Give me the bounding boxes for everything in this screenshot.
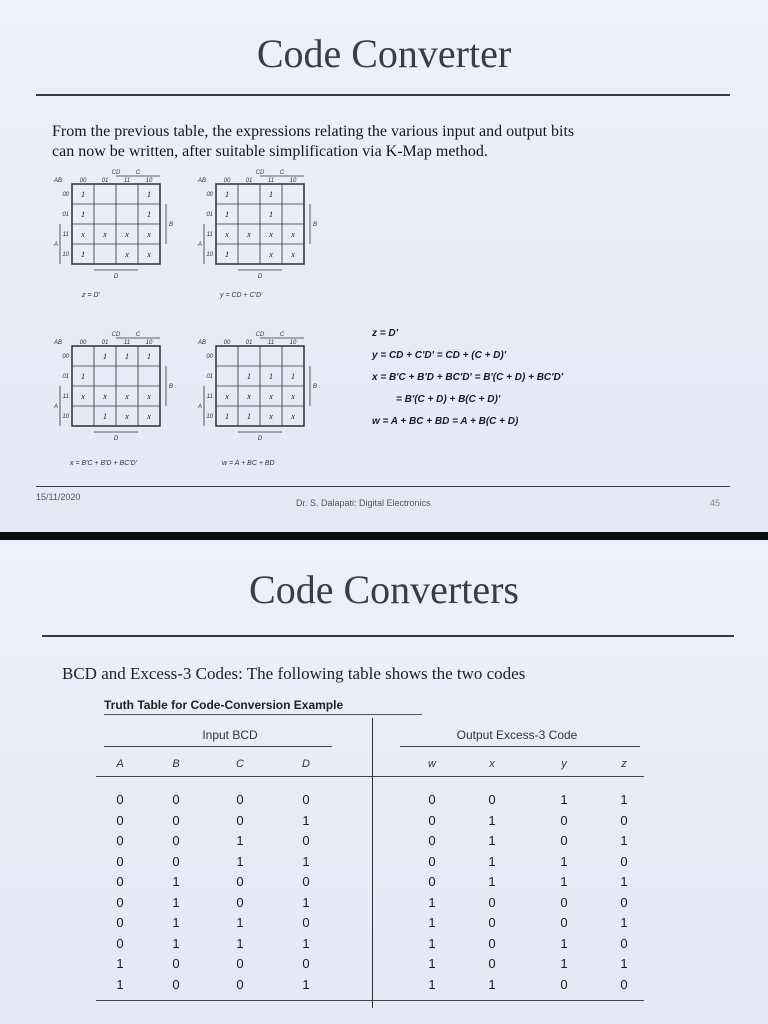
table-cell: 0 [428,792,436,807]
kmap-col-label: 10 [289,178,297,184]
table-cell: 1 [488,833,496,848]
kmap-var-c: C [135,170,141,176]
table-cell: 0 [116,935,124,951]
table-cell: 0 [488,792,496,807]
table-cell: 0 [488,894,496,910]
kmap-row-label: 01 [62,212,69,218]
kmap-var-a: A [198,242,203,248]
group-input-rule [104,746,332,747]
table-cell: 0 [620,894,628,910]
equation-x-cont: = B'(C + D) + B(C + D)' [396,394,501,405]
kmap-row-label: 10 [206,414,213,420]
kmap-cell: x [103,230,107,239]
kmap-cell: 1 [103,352,107,361]
table-title-underline [104,714,422,715]
intro-line2: can now be written, after suitable simplification via K-Map method. [52,143,488,160]
kmap-var-a: A [198,404,203,410]
truth-table-title: Truth Table for Code-Conversion Example [104,698,344,712]
kmap-cell: x [225,392,229,401]
kmap-w [196,330,336,448]
column-header-y: y [561,758,567,770]
kmap-row-label: 01 [206,374,213,380]
kmap-cell: x [291,250,295,259]
kmap-cell: x [125,250,129,259]
group-output-excess3: Output Excess-3 Code [456,728,578,742]
table-cell: 1 [302,935,310,951]
kmap-svg [196,168,336,286]
kmap-var-b: B [169,222,174,228]
table-cell: 1 [172,935,180,951]
kmap-col-label: 10 [145,340,153,346]
kmap-col-label: 00 [223,178,231,184]
column-header-z: z [621,758,627,770]
table-intro: BCD and Excess-3 Codes: The following table shows the two codes [62,664,526,683]
table-cell: 0 [302,915,310,930]
table-cell: 1 [428,956,436,971]
kmap-cell: 1 [291,372,295,381]
table-cell: 0 [236,956,244,971]
kmap-cell: 1 [247,372,251,381]
table-cell: 1 [620,792,628,807]
kmap-cell: x [291,412,295,421]
table-cell: 1 [172,874,180,889]
kmap-var-b: B [313,384,318,390]
kmap-col-label: 00 [79,340,87,346]
kmap-cell: x [147,230,151,239]
group-input-bcd: Input BCD [202,728,258,742]
table-cell: 0 [560,894,568,910]
table-cell: 0 [172,833,180,848]
kmap-col-label: 11 [267,340,275,346]
kmap-cell: x [291,392,295,401]
table-cell: 1 [560,935,568,951]
table-cell: 1 [620,915,628,930]
table-cell: 0 [428,853,436,869]
column-header-w: w [428,758,436,770]
table-cell: 1 [488,853,496,869]
table-cell: 1 [620,833,628,848]
kmap-cell: x [247,230,251,239]
kmap-cell: 1 [225,210,229,219]
kmap-cell: 1 [81,210,85,219]
kmap-cell: 1 [147,210,151,219]
kmap-cell: 1 [81,190,85,199]
table-cell: 1 [236,915,244,930]
kmap-row-label: 10 [206,252,213,258]
table-cell: 0 [116,894,124,910]
kmap-cell: 1 [225,250,229,259]
table-cell: 0 [172,976,180,992]
table-cell: 0 [620,812,628,828]
kmap-row-label: 00 [62,192,69,198]
kmap-cell: x [291,230,295,239]
kmap-cell: 1 [147,352,151,361]
table-cell: 0 [236,976,244,992]
kmap-var-b: B [169,384,174,390]
kmap-cell: 1 [247,412,251,421]
kmap-left-var: AB [198,340,207,346]
kmap-col-label: 11 [123,340,131,346]
kmap-cell: 1 [103,412,107,421]
table-cell: 0 [116,812,124,828]
header-rule [96,776,644,777]
table-cell: 1 [488,976,496,992]
table-cell: 0 [172,812,180,828]
kmap-svg [196,330,336,448]
table-cell: 0 [488,935,496,951]
table-cell: 0 [116,833,124,848]
kmap-col-label: 00 [79,178,87,184]
kmap-col-label: 11 [267,178,275,184]
kmap-var-d: D [257,436,263,442]
kmap-w-caption: w = A + BC + BD [222,460,275,467]
kmap-left-var: AB [54,340,63,346]
column-header-B: B [172,758,180,770]
kmap-cell: x [269,392,273,401]
kmap-cell: 1 [225,412,229,421]
table-cell: 1 [116,956,124,971]
table-cell: 1 [560,853,568,869]
footer-date: 15/11/2020 [36,492,81,502]
footer-rule [36,486,730,487]
table-cell: 0 [302,956,310,971]
column-divider [372,718,373,1008]
kmap-x [52,330,192,448]
table-cell: 0 [560,976,568,992]
kmap-row-label: 11 [62,394,69,400]
group-output-rule [400,746,640,747]
kmap-y-caption: y = CD + C'D' [220,292,263,299]
table-cell: 0 [488,956,496,971]
kmap-cell: x [125,230,129,239]
table-cell: 1 [302,812,310,828]
footer-author: Dr. S. Dalapati: Digital Electronics [296,498,431,508]
kmap-row-label: 01 [62,374,69,380]
kmap-var-c: C [135,332,141,338]
table-cell: 0 [428,812,436,828]
kmap-top-var: CD [255,332,265,338]
kmap-cell: x [269,412,273,421]
kmap-top-var: CD [111,332,121,338]
table-cell: 0 [116,853,124,869]
table-cell: 1 [428,976,436,992]
table-cell: 1 [488,874,496,889]
equation-z: z = D' [372,328,398,339]
table-cell: 0 [428,833,436,848]
kmap-top-var: CD [111,170,121,176]
table-cell: 1 [116,976,124,992]
column-header-x: x [489,758,495,770]
kmap-row-label: 01 [206,212,213,218]
kmap-col-label: 10 [145,178,153,184]
table-cell: 0 [302,874,310,889]
kmap-cell: 1 [225,190,229,199]
kmap-row-label: 11 [62,232,69,238]
kmap-z-caption: z = D' [82,292,100,299]
table-cell: 1 [428,894,436,910]
column-header-D: D [302,758,310,770]
kmap-cell: 1 [269,190,273,199]
kmap-var-a: A [54,242,59,248]
kmap-cell: x [247,392,251,401]
kmap-cell: x [225,230,229,239]
table-cell: 1 [172,894,180,910]
kmap-var-c: C [279,170,285,176]
kmap-x-caption: x = B'C + B'D + BC'D' [70,460,138,467]
table-cell: 1 [302,894,310,910]
table-cell: 1 [236,935,244,951]
kmap-row-label: 11 [206,394,213,400]
kmap-var-d: D [113,274,119,280]
kmap-var-d: D [113,436,119,442]
kmap-cell: 1 [81,250,85,259]
kmap-row-label: 11 [206,232,213,238]
table-cell: 1 [236,833,244,848]
kmap-cell: x [125,412,129,421]
table-cell: 0 [236,894,244,910]
kmap-cell: 1 [81,372,85,381]
table-cell: 1 [620,874,628,889]
table-cell: 1 [428,935,436,951]
intro-line1: From the previous table, the expressions relating the various input and output bits [52,123,575,140]
equations [372,328,563,438]
kmap-col-label: 10 [289,340,297,346]
kmap-left-var: AB [54,178,63,184]
kmap-var-d: D [257,274,263,280]
equation-x: x = B'C + B'D + BC'D' = B'(C + D) + BC'D' [372,372,564,383]
kmap-col-label: 00 [223,340,231,346]
table-cell: 0 [172,853,180,869]
kmap-svg [52,168,192,286]
kmap-col-label: 01 [101,178,109,184]
kmap-z [52,168,192,286]
table-cell: 1 [488,812,496,828]
kmap-cell: 1 [269,372,273,381]
kmap-y [196,168,336,286]
table-cell: 1 [302,976,310,992]
kmap-row-label: 00 [206,192,213,198]
table-bottom-rule [96,1000,644,1001]
table-cell: 0 [116,874,124,889]
kmap-cell: x [269,250,273,259]
table-cell: 0 [560,915,568,930]
kmap-row-label: 00 [206,354,213,360]
kmap-var-a: A [54,404,59,410]
title-rule [36,94,730,96]
kmap-cell: x [269,230,273,239]
table-cell: 0 [236,792,244,807]
kmap-svg [52,330,192,448]
table-cell: 0 [560,812,568,828]
table-cell: 1 [428,915,436,930]
title-rule-2 [42,635,734,637]
kmap-left-var: AB [198,178,207,184]
table-cell: 0 [428,874,436,889]
equation-w: w = A + BC + BD = A + B(C + D) [372,416,519,427]
kmap-row-label: 10 [62,414,69,420]
footer-page: 45 [710,498,721,508]
table-cell: 1 [560,956,568,971]
kmap-cell: x [125,392,129,401]
slide-code-converters [0,540,768,1024]
table-cell: 1 [172,915,180,930]
kmap-row-label: 10 [62,252,69,258]
kmap-cell: x [147,412,151,421]
table-cell: 0 [116,915,124,930]
table-cell: 0 [560,833,568,848]
table-cell: 0 [620,853,628,869]
table-cell: 1 [302,853,310,869]
table-cell: 0 [302,833,310,848]
table-cell: 0 [620,935,628,951]
kmap-var-c: C [279,332,285,338]
table-cell: 1 [560,792,568,807]
kmap-col-label: 01 [101,340,109,346]
kmap-cell: 1 [269,210,273,219]
kmap-var-b: B [313,222,318,228]
column-header-A: A [116,758,124,770]
table-cell: 0 [488,915,496,930]
kmap-top-var: CD [255,170,265,176]
kmap-cell: 1 [125,352,129,361]
slide1-title: Code Converter [256,31,512,76]
table-cell: 0 [236,874,244,889]
kmap-col-label: 01 [245,340,253,346]
kmap-cell: x [81,230,85,239]
kmap-cell: x [81,392,85,401]
table-cell: 0 [116,792,124,807]
kmap-col-label: 11 [123,178,131,184]
table-cell: 1 [560,874,568,889]
table-cell: 0 [172,956,180,971]
kmap-col-label: 01 [245,178,253,184]
kmap-cell: 1 [147,190,151,199]
slide2-title: Code Converters [249,567,519,612]
kmap-cell: x [147,250,151,259]
table-cell: 0 [620,976,628,992]
kmap-row-label: 00 [62,354,69,360]
table-cell: 0 [236,812,244,828]
kmap-cell: x [147,392,151,401]
column-header-C: C [236,758,244,770]
table-cell: 0 [172,792,180,807]
table-cell: 1 [236,853,244,869]
equation-y: y = CD + C'D' = CD + (C + D)' [372,350,507,361]
table-cell: 0 [302,792,310,807]
kmap-cell: x [103,392,107,401]
table-cell: 1 [620,956,628,971]
